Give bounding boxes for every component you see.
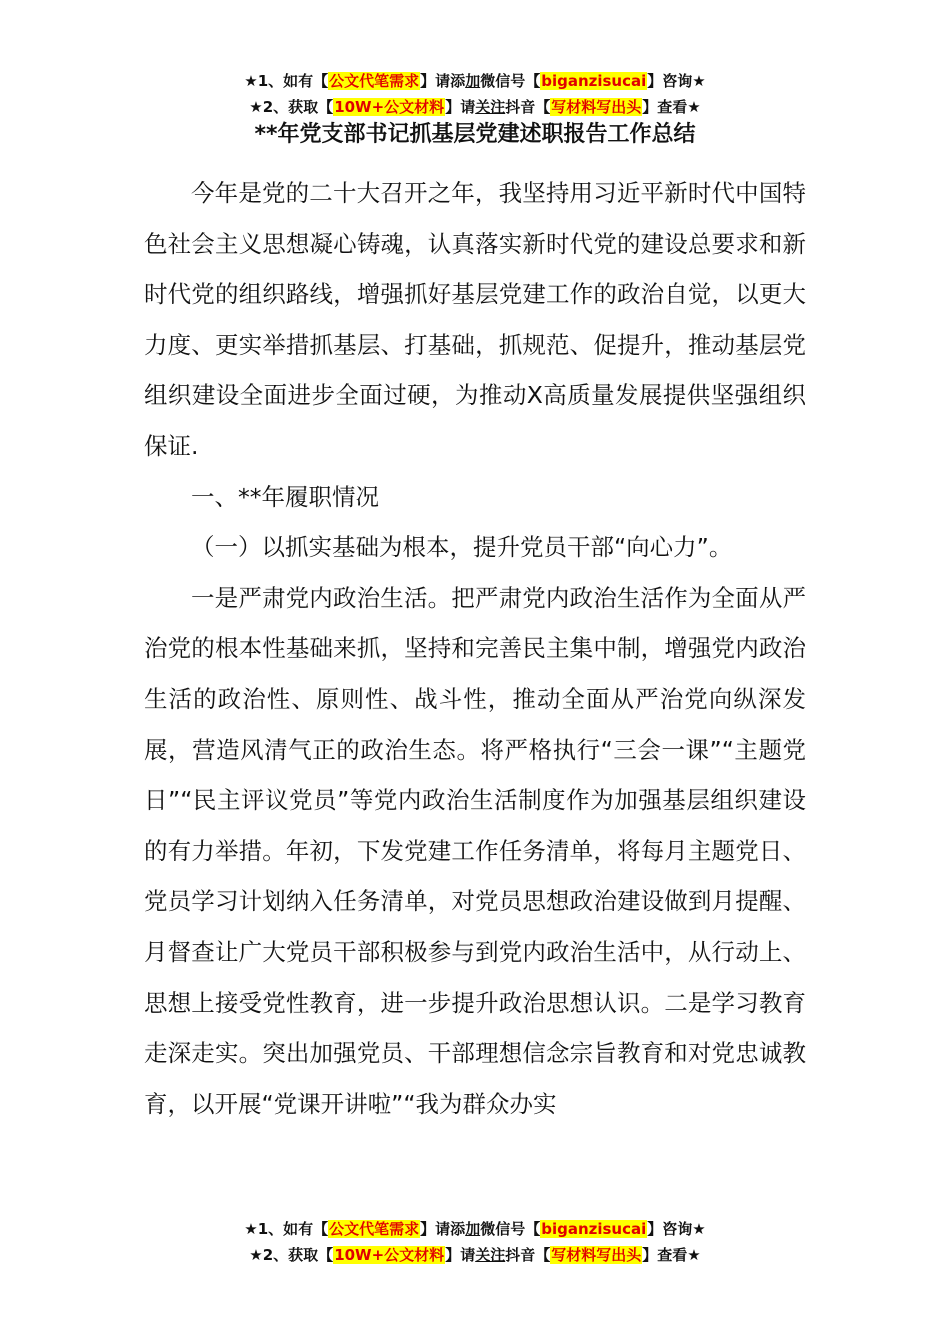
banner-line-1: ★1、如有【公文代笔需求】请添加微信号【biganzisucai】咨询★ — [244, 72, 706, 90]
banner-line-2: ★2、获取【10W+公文材料】请关注抖音【写材料写出头】查看★ — [249, 1246, 701, 1264]
section-heading: 一、**年履职情况 — [191, 482, 379, 511]
banner-highlight: 写材料写出头 — [551, 1246, 642, 1264]
banner-highlight: 写材料写出头 — [551, 98, 642, 116]
paragraph-body: 一是严肃党内政治生活。把严肃党内政治生活作为全面从严治党的根本性基础来抓，坚持和完善民主集中制，增强党内政治生活的政治性、原则性、战斗性，推动全面从严治党向纵深发展，营造风清气正的政治生态。将严格执行“三会一课”“主题党日”“民主评议党员”等党内政治生活制度作为加强基层组织建设的有力举措。年初，下发党建工作任务清单，将每月主题党日、党员学习计划纳入任务清单，对党员思想政治建设做到月提醒、月督查让广大党员干部积极参与到党内政治生活中，从行动上、思想上接受党性教育，进一步提升政治思想认识。二是学习教育走深走实。突出加强党员、干部理想信念宗旨教育和对党忠诚教育，以开展“党课开讲啦”“我为群众办实 — [144, 583, 806, 1118]
banner-highlight: biganzisucai — [541, 1220, 647, 1238]
banner-highlight: 公文代笔需求 — [329, 1220, 420, 1238]
paragraph-intro: 今年是党的二十大召开之年，我坚持用习近平新时代中国特色社会主义思想凝心铸魂，认真落实新时代党的建设总要求和新时代党的组织路线，增强抓好基层党建工作的政治自觉，以更大力度、更实举措抓基层、打基础，抓规范、促提升，推动基层党组织建设全面进步全面过硬，为推动X高质量发展提供坚强组织保证. — [144, 179, 806, 460]
banner-line-1: ★1、如有【公文代笔需求】请添加微信号【biganzisucai】咨询★ — [244, 1220, 706, 1238]
document-body — [144, 168, 806, 1129]
banner-highlight: 10W+公文材料 — [334, 98, 445, 116]
banner-highlight: biganzisucai — [541, 72, 647, 90]
banner-highlight: 10W+公文材料 — [334, 1246, 445, 1264]
header-banner — [0, 68, 950, 120]
banner-line-2: ★2、获取【10W+公文材料】请关注抖音【写材料写出头】查看★ — [249, 98, 701, 116]
subsection-heading: （一）以抓实基础为根本，提升党员干部“向心力”。 — [191, 533, 733, 562]
banner-highlight: 公文代笔需求 — [329, 72, 420, 90]
footer-banner — [0, 1216, 950, 1268]
document-title: **年党支部书记抓基层党建述职报告工作总结 — [254, 122, 696, 147]
